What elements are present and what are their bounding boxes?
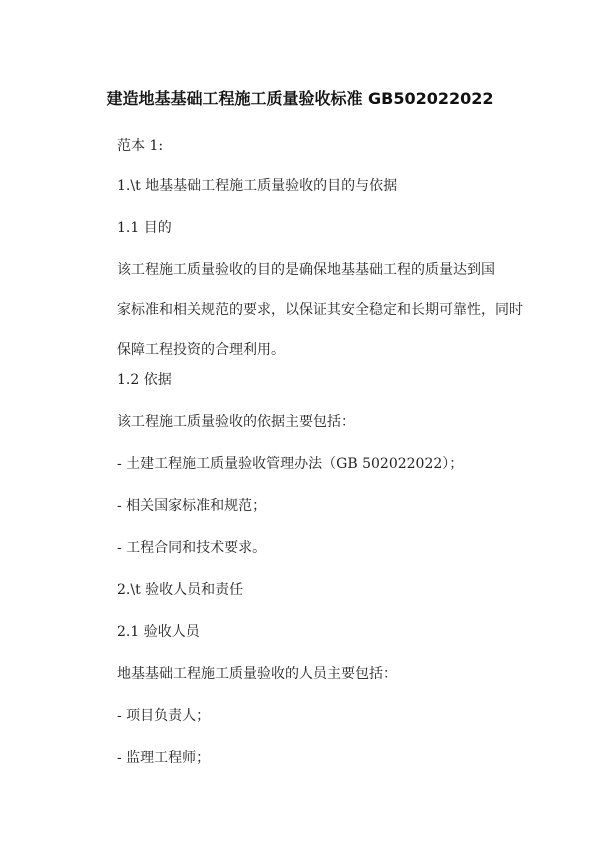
personnel-list-item: - 项目负责人； (117, 708, 211, 724)
section-2-heading: 2.\t 验收人员和责任 (117, 582, 244, 598)
section-1-2-heading: 1.2 依据 (117, 372, 172, 388)
section-2-1-heading: 2.1 验收人员 (117, 624, 200, 640)
purpose-paragraph (117, 259, 523, 361)
paragraph-line: 保障工程投资的合理利用。 (117, 342, 285, 358)
basis-intro: 该工程施工质量验收的依据主要包括： (117, 414, 355, 430)
section-1-heading: 1.\t 地基基础工程施工质量验收的目的与依据 (117, 178, 398, 194)
basis-list-item: - 相关国家标准和规范； (117, 498, 267, 514)
paragraph-line: 家标准和相关规范的要求，以保证其安全稳定和长期可靠性，同时 (117, 302, 523, 318)
personnel-list-item: - 监理工程师； (117, 750, 211, 766)
basis-list-item: - 土建工程施工质量验收管理办法（GB 502022022）； (117, 456, 464, 472)
basis-list-item: - 工程合同和技术要求。 (117, 540, 267, 556)
personnel-intro: 地基基础工程施工质量验收的人员主要包括： (117, 666, 397, 682)
paragraph-line: 该工程施工质量验收的目的是确保地基基础工程的质量达到国 (117, 262, 495, 278)
document-title: 建造地基基础工程施工质量验收标准 GB502022022 (106, 89, 494, 108)
section-1-1-heading: 1.1 目的 (117, 220, 172, 236)
sample-label: 范本 1: (117, 138, 164, 154)
